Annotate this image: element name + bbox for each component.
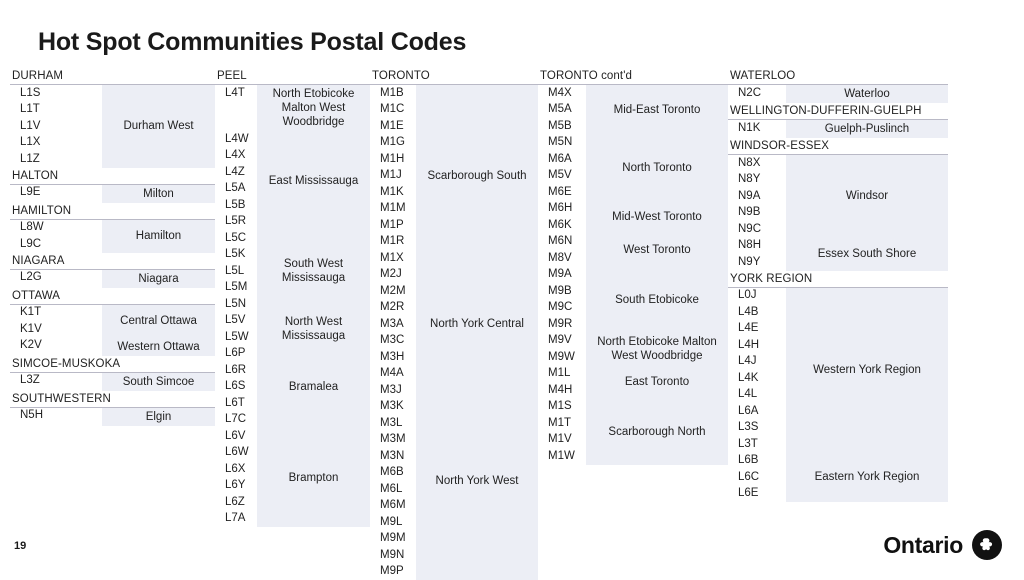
community-name: Durham West (102, 85, 215, 168)
postal-code: L6E (728, 486, 786, 503)
region-group (538, 68, 728, 465)
postal-code: M4H (538, 382, 586, 399)
region-heading: WATERLOO (728, 68, 948, 85)
postal-code-column (215, 68, 370, 527)
postal-code: M2R (370, 300, 416, 317)
community-block (728, 238, 948, 271)
postal-code: M3A (370, 316, 416, 333)
community-block (538, 366, 728, 399)
community-name: Western York Region (786, 288, 948, 453)
postal-code: M1V (538, 432, 586, 449)
postal-code: M6M (370, 498, 416, 515)
postal-code: M2M (370, 283, 416, 300)
postal-code: L4W (215, 131, 257, 148)
region-heading: HALTON (10, 168, 215, 185)
region-group (728, 138, 948, 271)
region-group (728, 103, 948, 138)
postal-code-column (10, 68, 215, 426)
community-block (215, 346, 370, 429)
postal-code: L6B (728, 453, 786, 470)
postal-code: M5N (538, 135, 586, 152)
postal-code: M6H (538, 201, 586, 218)
postal-code: M3K (370, 399, 416, 416)
postal-code-list (728, 85, 786, 103)
community-block (538, 267, 728, 333)
postal-code: M8V (538, 250, 586, 267)
postal-code-list (370, 85, 416, 267)
community-name: Windsor (786, 155, 948, 238)
postal-code: M1E (370, 118, 416, 135)
postal-code: L4T (215, 85, 257, 102)
postal-code: M6A (538, 151, 586, 168)
community-name: Western Ottawa (102, 338, 215, 356)
postal-code: L1S (10, 85, 102, 102)
postal-code: L5W (215, 329, 257, 346)
postal-code: L5M (215, 280, 257, 297)
trillium-icon (972, 530, 1002, 560)
postal-code-list (728, 453, 786, 503)
postal-code-list (215, 428, 257, 527)
postal-code-list (10, 185, 102, 203)
community-name: South West Mississauga (257, 230, 370, 313)
community-block (370, 382, 538, 580)
postal-code-list (538, 234, 586, 267)
postal-code: K1V (10, 321, 102, 338)
postal-code: M5V (538, 168, 586, 185)
community-block (728, 288, 948, 453)
postal-code-list (728, 155, 786, 238)
community-block (728, 453, 948, 503)
postal-code: M1S (538, 399, 586, 416)
postal-code: M3N (370, 448, 416, 465)
postal-code-list (728, 120, 786, 138)
postal-code-list (10, 270, 102, 288)
community-name: North Etobicoke Malton West Woodbridge (586, 333, 728, 366)
postal-code: M9M (370, 531, 416, 548)
postal-code: N9B (728, 205, 786, 222)
page-number: 19 (14, 540, 26, 552)
community-block (728, 85, 948, 103)
community-name: South Simcoe (102, 373, 215, 391)
community-block (215, 85, 370, 131)
postal-code: L8W (10, 220, 102, 237)
community-name: West Toronto (586, 234, 728, 267)
postal-code: L4H (728, 337, 786, 354)
postal-code-list (10, 305, 102, 338)
region-heading: SIMCOE-MUSKOKA (10, 356, 215, 373)
postal-code: L6Y (215, 478, 257, 495)
postal-code: M9L (370, 514, 416, 531)
community-name: Mid-West Toronto (586, 201, 728, 234)
postal-code: L1V (10, 118, 102, 135)
postal-code: M1L (538, 366, 586, 383)
postal-code: M9P (370, 564, 416, 580)
region-heading: WINDSOR-ESSEX (728, 138, 948, 155)
postal-code-list (10, 408, 102, 426)
postal-code: L1Z (10, 151, 102, 168)
community-name: North York West (416, 382, 538, 580)
postal-code: M3H (370, 349, 416, 366)
community-block (538, 135, 728, 201)
postal-code: L6C (728, 469, 786, 486)
region-heading: OTTAWA (10, 288, 215, 305)
region-group (10, 168, 215, 203)
postal-code: L1X (10, 135, 102, 152)
postal-code: L5A (215, 181, 257, 198)
community-name: Scarborough South (416, 85, 538, 267)
community-block (215, 428, 370, 527)
postal-code: L4X (215, 148, 257, 165)
postal-code: L0J (728, 288, 786, 305)
postal-code: L3Z (10, 373, 102, 390)
postal-code: L5B (215, 197, 257, 214)
postal-code: M1H (370, 151, 416, 168)
community-block (538, 333, 728, 366)
postal-code: M9A (538, 267, 586, 284)
postal-code: N5H (10, 408, 102, 425)
postal-code-list (10, 373, 102, 391)
community-name: North Toronto (586, 135, 728, 201)
community-name: Hamilton (102, 220, 215, 253)
postal-code-column (728, 68, 948, 502)
postal-code: L4B (728, 304, 786, 321)
region-group (728, 271, 948, 503)
community-block (10, 85, 215, 168)
postal-code: N8Y (728, 172, 786, 189)
postal-code: M1C (370, 102, 416, 119)
postal-code: M1J (370, 168, 416, 185)
community-name: Essex South Shore (786, 238, 948, 271)
community-block (10, 408, 215, 426)
postal-code: L6R (215, 362, 257, 379)
postal-code-list (10, 220, 102, 253)
community-name: Mid-East Toronto (586, 85, 728, 135)
postal-code: L5K (215, 247, 257, 264)
community-name: Eastern York Region (786, 453, 948, 503)
community-name: Elgin (102, 408, 215, 426)
community-block (10, 373, 215, 391)
postal-code-list (728, 288, 786, 453)
postal-code-list (215, 313, 257, 346)
postal-code: N2C (728, 85, 786, 102)
community-block (728, 120, 948, 138)
postal-code: L9C (10, 236, 102, 253)
postal-code: N9Y (728, 254, 786, 271)
region-heading: DURHAM (10, 68, 215, 85)
postal-code: L9E (10, 185, 102, 202)
community-name: South Etobicoke (586, 267, 728, 333)
postal-code: M9B (538, 283, 586, 300)
community-block (10, 185, 215, 203)
region-group (10, 391, 215, 426)
postal-code: M6N (538, 234, 586, 251)
postal-code-list (538, 201, 586, 234)
region-group (10, 253, 215, 288)
postal-code: L5C (215, 230, 257, 247)
postal-code-list (370, 382, 416, 580)
community-name: Brampton (257, 428, 370, 527)
community-block (10, 270, 215, 288)
community-name: Milton (102, 185, 215, 203)
region-heading: TORONTO (370, 68, 538, 85)
postal-code-list (215, 346, 257, 429)
postal-code-list (538, 366, 586, 399)
postal-code-list (538, 333, 586, 366)
postal-code: N9C (728, 221, 786, 238)
region-group (10, 356, 215, 391)
region-group (10, 68, 215, 168)
community-name: Scarborough North (586, 399, 728, 465)
community-name: Guelph-Puslinch (786, 120, 948, 138)
community-name: North West Mississauga (257, 313, 370, 346)
community-block (370, 267, 538, 383)
postal-code: L5N (215, 296, 257, 313)
region-heading: PEEL (215, 68, 370, 85)
postal-code: M1X (370, 250, 416, 267)
community-name: Central Ottawa (102, 305, 215, 338)
postal-code-list (215, 131, 257, 230)
postal-code: M3M (370, 432, 416, 449)
community-name: North Etobicoke Malton West Woodbridge (257, 85, 370, 131)
community-block (538, 399, 728, 465)
postal-code: L6V (215, 428, 257, 445)
postal-code: M9V (538, 333, 586, 350)
community-name: Waterloo (786, 85, 948, 103)
postal-code: M1P (370, 217, 416, 234)
community-block (10, 338, 215, 356)
postal-code-list (538, 399, 586, 465)
postal-code-list (370, 267, 416, 383)
postal-code-list (10, 338, 102, 356)
postal-code: M1M (370, 201, 416, 218)
postal-code: M9W (538, 349, 586, 366)
postal-code: L6X (215, 461, 257, 478)
brand-name: Ontario (883, 532, 963, 559)
postal-code: N1K (728, 120, 786, 137)
postal-code: L3T (728, 436, 786, 453)
postal-code-list (215, 85, 257, 131)
postal-code: N8H (728, 238, 786, 255)
community-block (215, 313, 370, 346)
postal-code: M6B (370, 465, 416, 482)
community-block (538, 85, 728, 135)
postal-code: M1B (370, 85, 416, 102)
postal-code-list (10, 85, 102, 168)
postal-code: M6L (370, 481, 416, 498)
community-block (538, 201, 728, 234)
postal-code: M9C (538, 300, 586, 317)
postal-code-list (538, 135, 586, 201)
postal-code-list (728, 238, 786, 271)
community-block (10, 305, 215, 338)
community-block (370, 85, 538, 267)
postal-code: N8X (728, 155, 786, 172)
community-block (215, 131, 370, 230)
postal-code: L5V (215, 313, 257, 330)
page-title: Hot Spot Communities Postal Codes (38, 28, 466, 57)
postal-code: M1G (370, 135, 416, 152)
postal-code-column (538, 68, 728, 465)
postal-code: L7A (215, 511, 257, 528)
community-block (728, 155, 948, 238)
postal-code: L6T (215, 395, 257, 412)
postal-code: M9N (370, 547, 416, 564)
postal-code: L6P (215, 346, 257, 363)
postal-code: M6K (538, 217, 586, 234)
postal-code: M4A (370, 366, 416, 383)
region-heading: NIAGARA (10, 253, 215, 270)
community-block (10, 220, 215, 253)
postal-code: L1T (10, 102, 102, 119)
postal-code: L6Z (215, 494, 257, 511)
region-group (370, 68, 538, 580)
region-heading: YORK REGION (728, 271, 948, 288)
postal-code: L3S (728, 420, 786, 437)
postal-code: L4K (728, 370, 786, 387)
region-group (728, 68, 948, 103)
postal-code: K2V (10, 338, 102, 355)
community-name: North York Central (416, 267, 538, 383)
region-group (10, 288, 215, 356)
postal-code: L5L (215, 263, 257, 280)
postal-code-column (370, 68, 538, 580)
community-block (538, 234, 728, 267)
postal-code: L5R (215, 214, 257, 231)
postal-code: M1R (370, 234, 416, 251)
postal-code: M9R (538, 316, 586, 333)
community-name: East Mississauga (257, 131, 370, 230)
postal-code: L7C (215, 412, 257, 429)
postal-code: L6A (728, 403, 786, 420)
postal-code-list (538, 85, 586, 135)
brand-logo (883, 530, 1002, 560)
postal-code: M5A (538, 102, 586, 119)
postal-code: M3C (370, 333, 416, 350)
postal-code: N9A (728, 188, 786, 205)
postal-code-list (538, 267, 586, 333)
region-heading: WELLINGTON-DUFFERIN-GUELPH (728, 103, 948, 120)
postal-code: L4E (728, 321, 786, 338)
community-name: Niagara (102, 270, 215, 288)
postal-code: M3J (370, 382, 416, 399)
region-group (215, 68, 370, 527)
postal-code: M1K (370, 184, 416, 201)
postal-code: L6W (215, 445, 257, 462)
community-block (215, 230, 370, 313)
postal-code: M1W (538, 448, 586, 465)
postal-code: M4X (538, 85, 586, 102)
postal-code: K1T (10, 305, 102, 322)
region-heading: SOUTHWESTERN (10, 391, 215, 408)
region-heading: HAMILTON (10, 203, 215, 220)
community-name: Bramalea (257, 346, 370, 429)
region-heading: TORONTO cont'd (538, 68, 728, 85)
postal-code-list (215, 230, 257, 313)
postal-code: M1T (538, 415, 586, 432)
postal-code: L4Z (215, 164, 257, 181)
postal-code: L2G (10, 270, 102, 287)
postal-code: M3L (370, 415, 416, 432)
postal-code: M5B (538, 118, 586, 135)
postal-code-columns (10, 68, 1015, 580)
postal-code: L6S (215, 379, 257, 396)
postal-code: M6E (538, 184, 586, 201)
region-group (10, 203, 215, 253)
postal-code: L4J (728, 354, 786, 371)
postal-code: L4L (728, 387, 786, 404)
community-name: East Toronto (586, 366, 728, 399)
postal-code: M2J (370, 267, 416, 284)
